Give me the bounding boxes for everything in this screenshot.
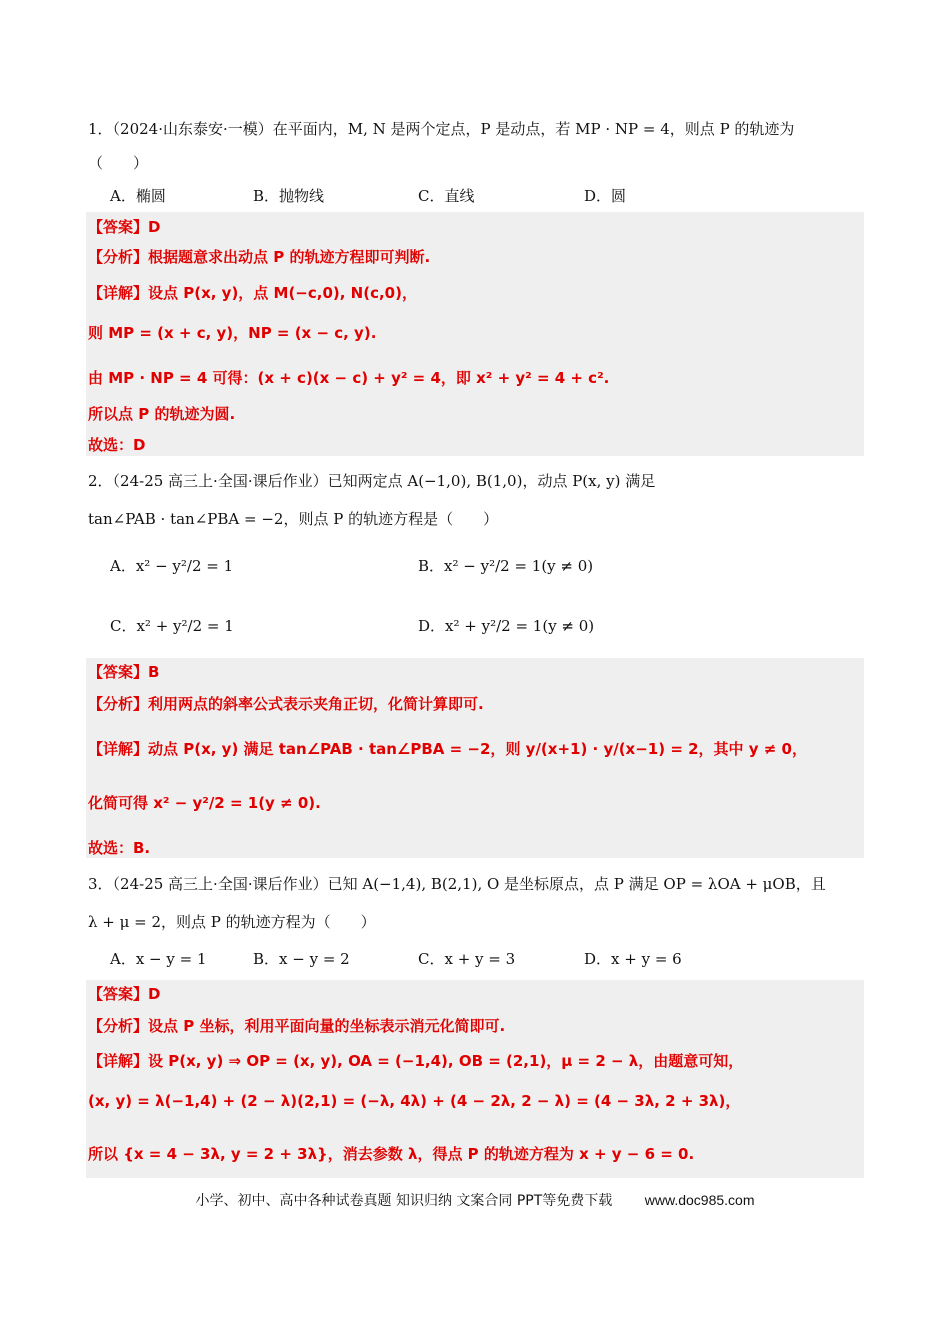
q2-stem-line1: 2．（24-25 高三上·全国·课后作业）已知两定点 A(−1,0), B(1,0)，动点 P(x, y) 满足 [88, 472, 656, 490]
q1-detail-1: 【详解】设点 P(x, y)，点 M(−c,0), N(c,0)， [88, 284, 417, 302]
q1-stem-line2: （ ） [88, 154, 149, 172]
q2-answer: 【答案】B [88, 663, 160, 681]
q2-stem-line2: tan∠PAB · tan∠PBA = −2，则点 P 的轨迹方程是（ ） [88, 510, 499, 528]
page-footer [0, 1190, 950, 1210]
q2-option-c: C．x² + y²/2 = 1 [110, 617, 234, 635]
q1-answer: 【答案】D [88, 218, 161, 236]
q1-detail-3: 由 MP · NP = 4 可得：(x + c)(x − c) + y² = 4，即 x² + y² = 4 + c². [88, 369, 610, 387]
q3-detail-3: 所以 {x = 4 − 3λ, y = 2 + 3λ}，消去参数 λ，得点 P 的轨迹方程为 x + y − 6 = 0. [88, 1145, 695, 1163]
q3-option-a: A．x − y = 1 [110, 950, 207, 968]
q2-choose: 故选：B. [88, 839, 151, 857]
q2-detail-1: 【详解】动点 P(x, y) 满足 tan∠PAB · tan∠PBA = −2，则 y/(x+1) · y/(x−1) = 2，其中 y ≠ 0， [88, 740, 807, 758]
q2-option-d: D．x² + y²/2 = 1(y ≠ 0) [418, 617, 595, 635]
q3-detail-2: (x, y) = λ(−1,4) + (2 − λ)(2,1) = (−λ, 4λ) + (4 − 2λ, 2 − λ) = (4 − 3λ, 2 + 3λ)， [88, 1092, 741, 1110]
q3-option-c: C．x + y = 3 [418, 950, 516, 968]
footer-url[interactable]: www.doc985.com [644, 1192, 755, 1208]
q1-choose: 故选：D [88, 436, 146, 454]
q3-stem-line1: 3．（24-25 高三上·全国·课后作业）已知 A(−1,4), B(2,1), O 是坐标原点，点 P 满足 OP = λOA + μOB，且 [88, 875, 826, 893]
q3-option-d: D．x + y = 6 [584, 950, 682, 968]
q3-detail-1: 【详解】设 P(x, y) ⇒ OP = (x, y), OA = (−1,4), OB = (2,1)，μ = 2 − λ，由题意可知， [88, 1052, 744, 1070]
q1-stem-line1: 1．（2024·山东泰安·一模）在平面内，M, N 是两个定点，P 是动点，若 MP · NP = 4，则点 P 的轨迹为 [88, 120, 795, 138]
q1-option-c: C．直线 [418, 187, 475, 205]
q1-analysis: 【分析】根据题意求出动点 P 的轨迹方程即可判断. [88, 248, 431, 266]
q2-option-a: A．x² − y²/2 = 1 [110, 557, 234, 575]
q3-analysis: 【分析】设点 P 坐标，利用平面向量的坐标表示消元化简即可. [88, 1017, 506, 1035]
q1-detail-4: 所以点 P 的轨迹为圆. [88, 405, 236, 423]
q2-option-b: B．x² − y²/2 = 1(y ≠ 0) [418, 557, 594, 575]
q3-answer: 【答案】D [88, 985, 161, 1003]
footer-text: 小学、初中、高中各种试卷真题 知识归纳 文案合同 PPT等免费下载 [195, 1193, 613, 1209]
q3-stem-line2: λ + μ = 2，则点 P 的轨迹方程为（ ） [88, 913, 376, 931]
q1-option-a: A．椭圆 [110, 187, 166, 205]
q1-option-d: D．圆 [584, 187, 627, 205]
q2-analysis: 【分析】利用两点的斜率公式表示夹角正切，化简计算即可. [88, 695, 484, 713]
q3-option-b: B．x − y = 2 [253, 950, 350, 968]
q1-detail-2: 则 MP = (x + c, y)，NP = (x − c, y). [88, 324, 377, 342]
q1-option-b: B．抛物线 [253, 187, 325, 205]
q2-detail-2: 化简可得 x² − y²/2 = 1(y ≠ 0). [88, 794, 321, 812]
